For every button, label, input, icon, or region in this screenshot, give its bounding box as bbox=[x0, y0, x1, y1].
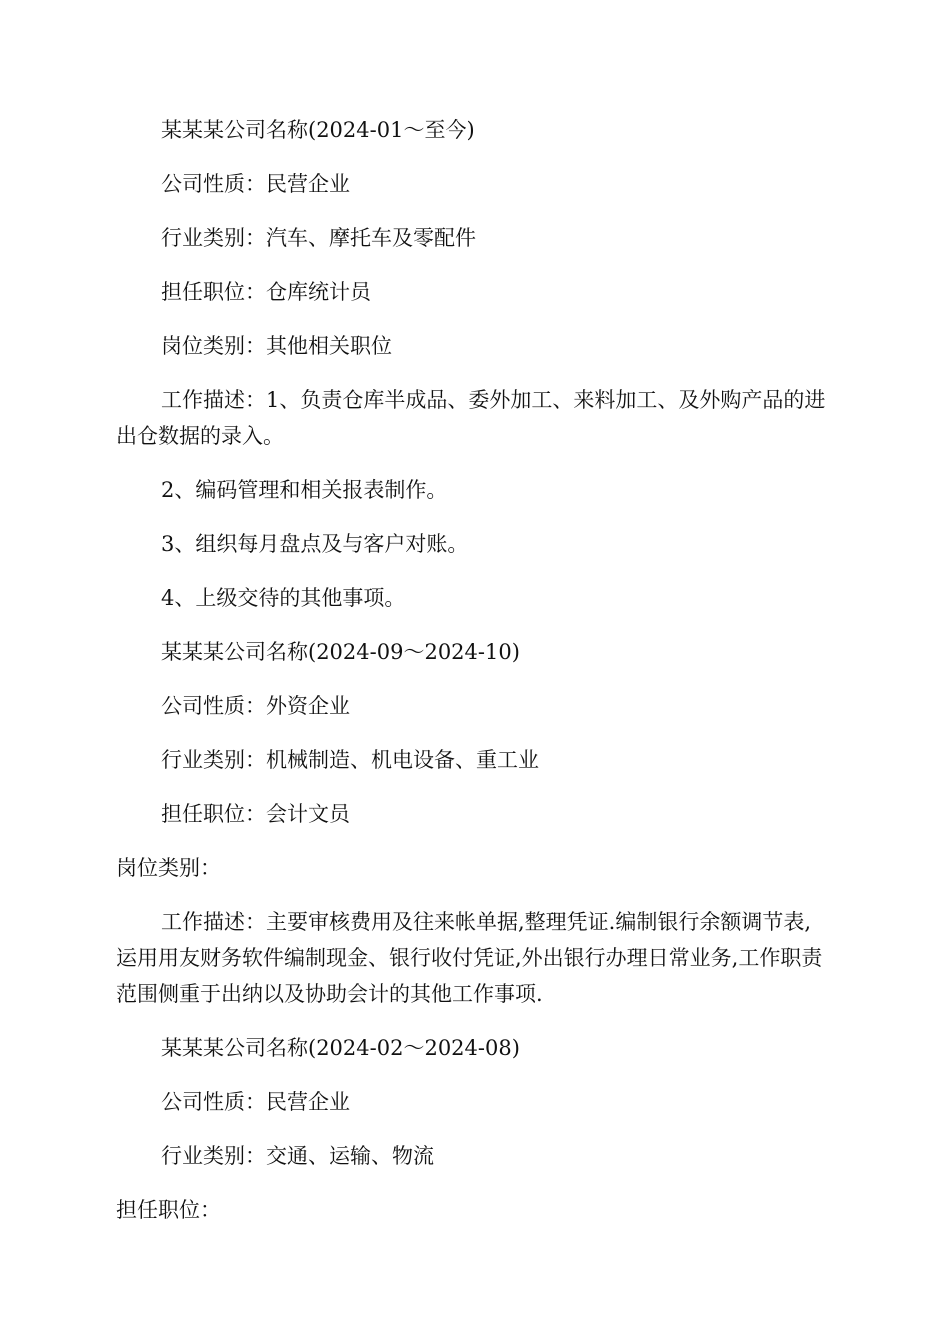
position-2: 担任职位：会计文员 bbox=[161, 802, 350, 826]
job-description-2: 工作描述：主要审核费用及往来帐单据,整理凭证.编制银行余额调节表,运用用友财务软件编制现金、银行收付凭证,外出银行办理日常业务,工作职责范围侧重于出纳以及协助会计的其他工作事项. bbox=[116, 910, 823, 1006]
job-description-1: 工作描述：1、负责仓库半成品、委外加工、来料加工、及外购产品的进出仓数据的录入。 bbox=[116, 388, 826, 448]
company-nature-3: 公司性质：民营企业 bbox=[161, 1090, 350, 1114]
job-description-1-item-3: 3、组织每月盘点及与客户对账。 bbox=[161, 532, 469, 556]
industry-1: 行业类别：汽车、摩托车及零配件 bbox=[161, 226, 476, 250]
company-heading-3: 某某某公司名称(2024-02～2024-08) bbox=[161, 1036, 520, 1060]
job-description-1-item-4: 4、上级交待的其他事项。 bbox=[161, 586, 406, 610]
company-heading-1: 某某某公司名称(2024-01～至今) bbox=[161, 118, 475, 142]
company-nature-1: 公司性质：民营企业 bbox=[161, 172, 350, 196]
job-category-2: 岗位类别： bbox=[116, 856, 221, 880]
position-3: 担任职位： bbox=[116, 1198, 221, 1222]
job-category-1: 岗位类别：其他相关职位 bbox=[161, 334, 392, 358]
position-1: 担任职位：仓库统计员 bbox=[161, 280, 371, 304]
company-nature-2: 公司性质：外资企业 bbox=[161, 694, 350, 718]
document-body bbox=[116, 112, 832, 1246]
industry-3: 行业类别：交通、运输、物流 bbox=[161, 1144, 434, 1168]
company-heading-2: 某某某公司名称(2024-09～2024-10) bbox=[161, 640, 520, 664]
industry-2: 行业类别：机械制造、机电设备、重工业 bbox=[161, 748, 539, 772]
job-description-1-item-2: 2、编码管理和相关报表制作。 bbox=[161, 478, 448, 502]
